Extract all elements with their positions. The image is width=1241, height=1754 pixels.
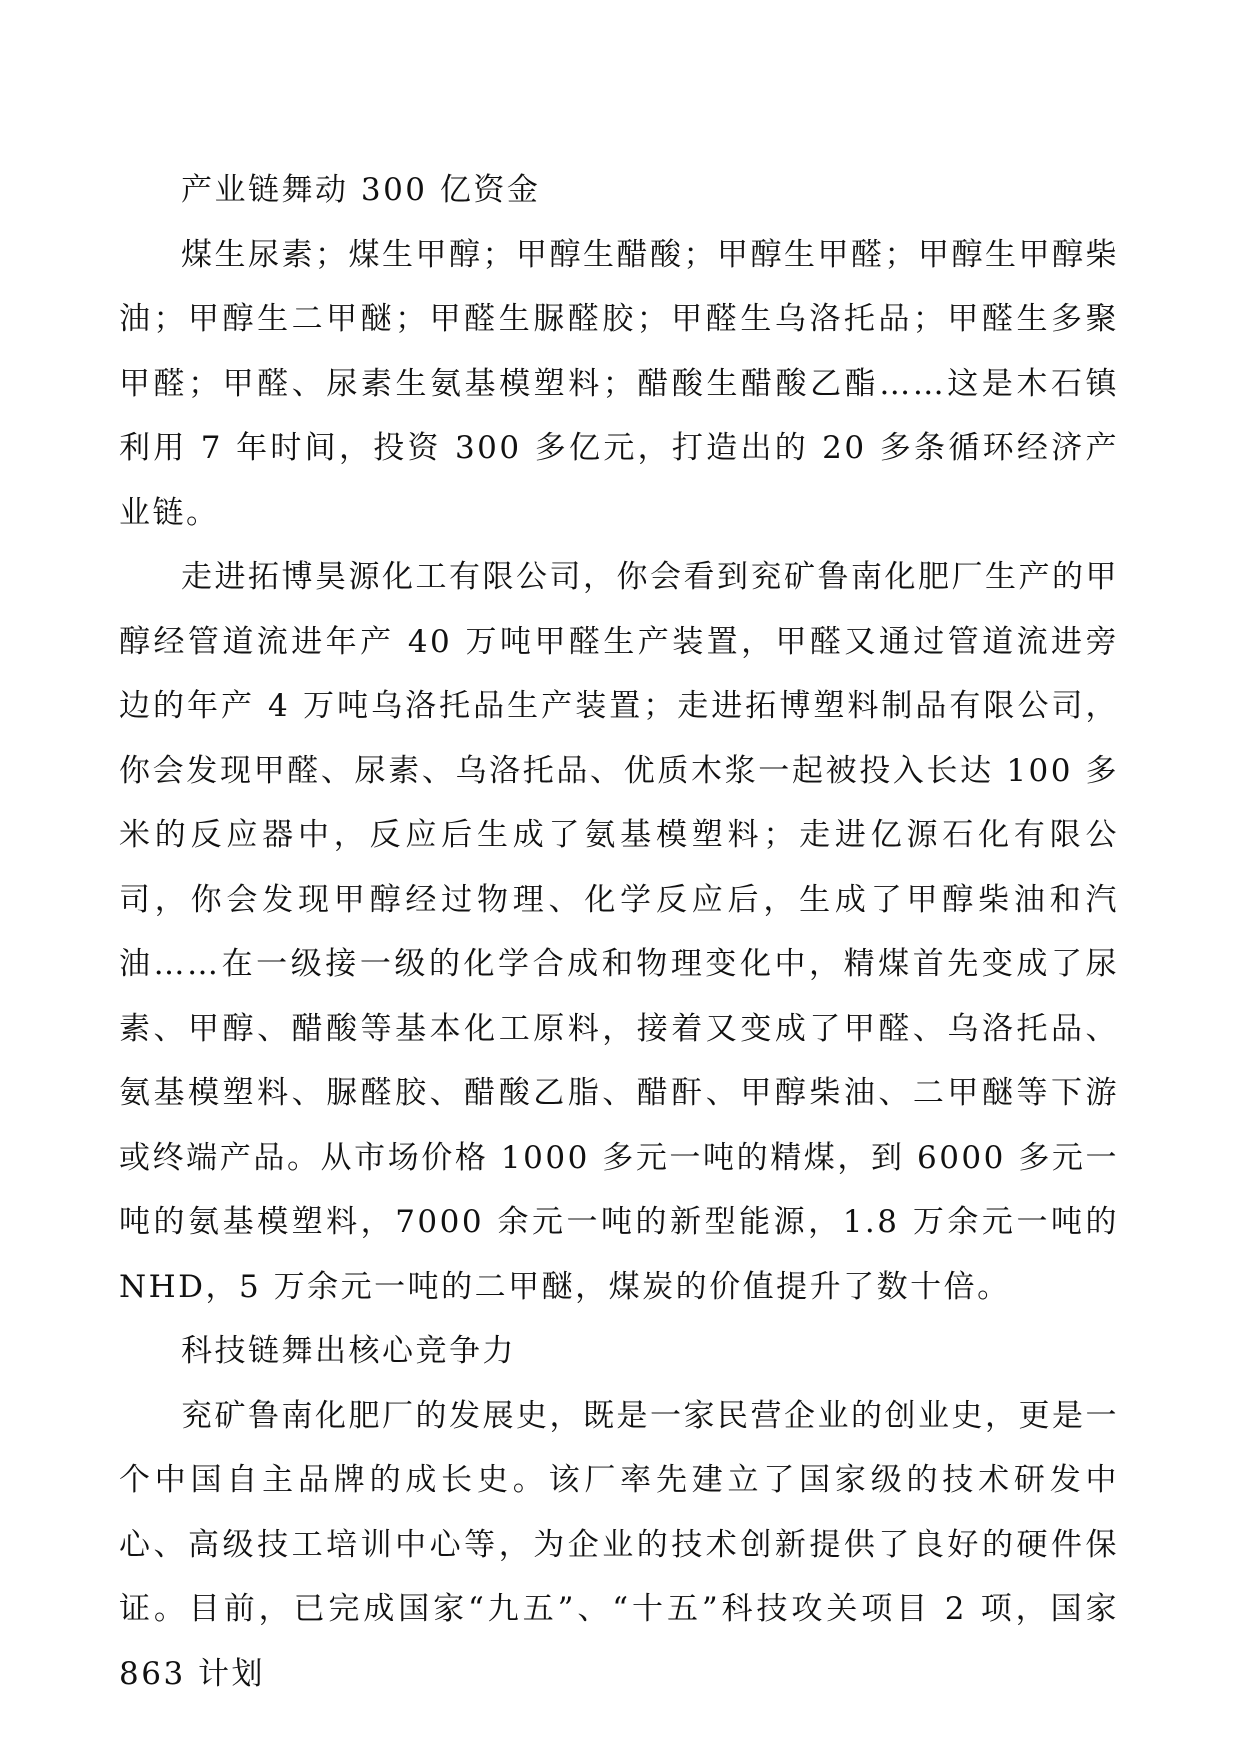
paragraph-fertilizer-plant-history: 兖矿鲁南化肥厂的发展史，既是一家民营企业的创业史，更是一个中国自主品牌的成长史。该厂率先建立了国家级的技术研发中心、高级技工培训中心等，为企业的技术创新提供了良好的硬件保证。目前，已完成国家“九五”、“十五”科技攻关项目 2 项，国家 863 计划	[119, 1397, 1119, 1692]
paragraph-company-visits: 走进拓博昊源化工有限公司，你会看到兖矿鲁南化肥厂生产的甲醇经管道流进年产 40 万吨甲醛生产装置，甲醛又通过管道流进旁边的年产 4 万吨乌洛托品生产装置；走进拓博塑料制品有限公司，你会发现甲醛、尿素、乌洛托品、优质木浆一起被投入长达 100 多米的反应器中，反应后生成了氨基模塑料；走进亿源石化有限公司，你会发现甲醇经过物理、化学反应后，生成了甲醇柴油和汽油……在一级接一级的化学合成和物理变化中，精煤首先变成了尿素、甲醇、醋酸等基本化工原料，接着又变成了甲醛、乌洛托品、氨基模塑料、脲醛胶、醋酸乙脂、醋酐、甲醇柴油、二甲醚等下游或终端产品。从市场价格 1000 多元一吨的精煤，到 6000 多元一吨的氨基模塑料，7000 余元一吨的新型能源，1.8 万余元一吨的 NHD，5 万余元一吨的二甲醚，煤炭的价值提升了数十倍。	[119, 559, 1119, 1305]
paragraph-industry-chains-list: 煤生尿素；煤生甲醇；甲醇生醋酸；甲醇生甲醛；甲醇生甲醇柴油；甲醇生二甲醚；甲醛生脲醛胶；甲醛生乌洛托品；甲醛生多聚甲醛；甲醛、尿素生氨基模塑料；醋酸生醋酸乙酯……这是木石镇利用 7 年时间，投资 300 多亿元，打造出的 20 多条循环经济产业链。	[119, 236, 1119, 531]
section-heading-industry-chain: 产业链舞动 300 亿资金	[181, 172, 541, 208]
document-body	[119, 158, 1119, 1706]
section-heading-technology-chain: 科技链舞出核心竞争力	[181, 1333, 516, 1369]
